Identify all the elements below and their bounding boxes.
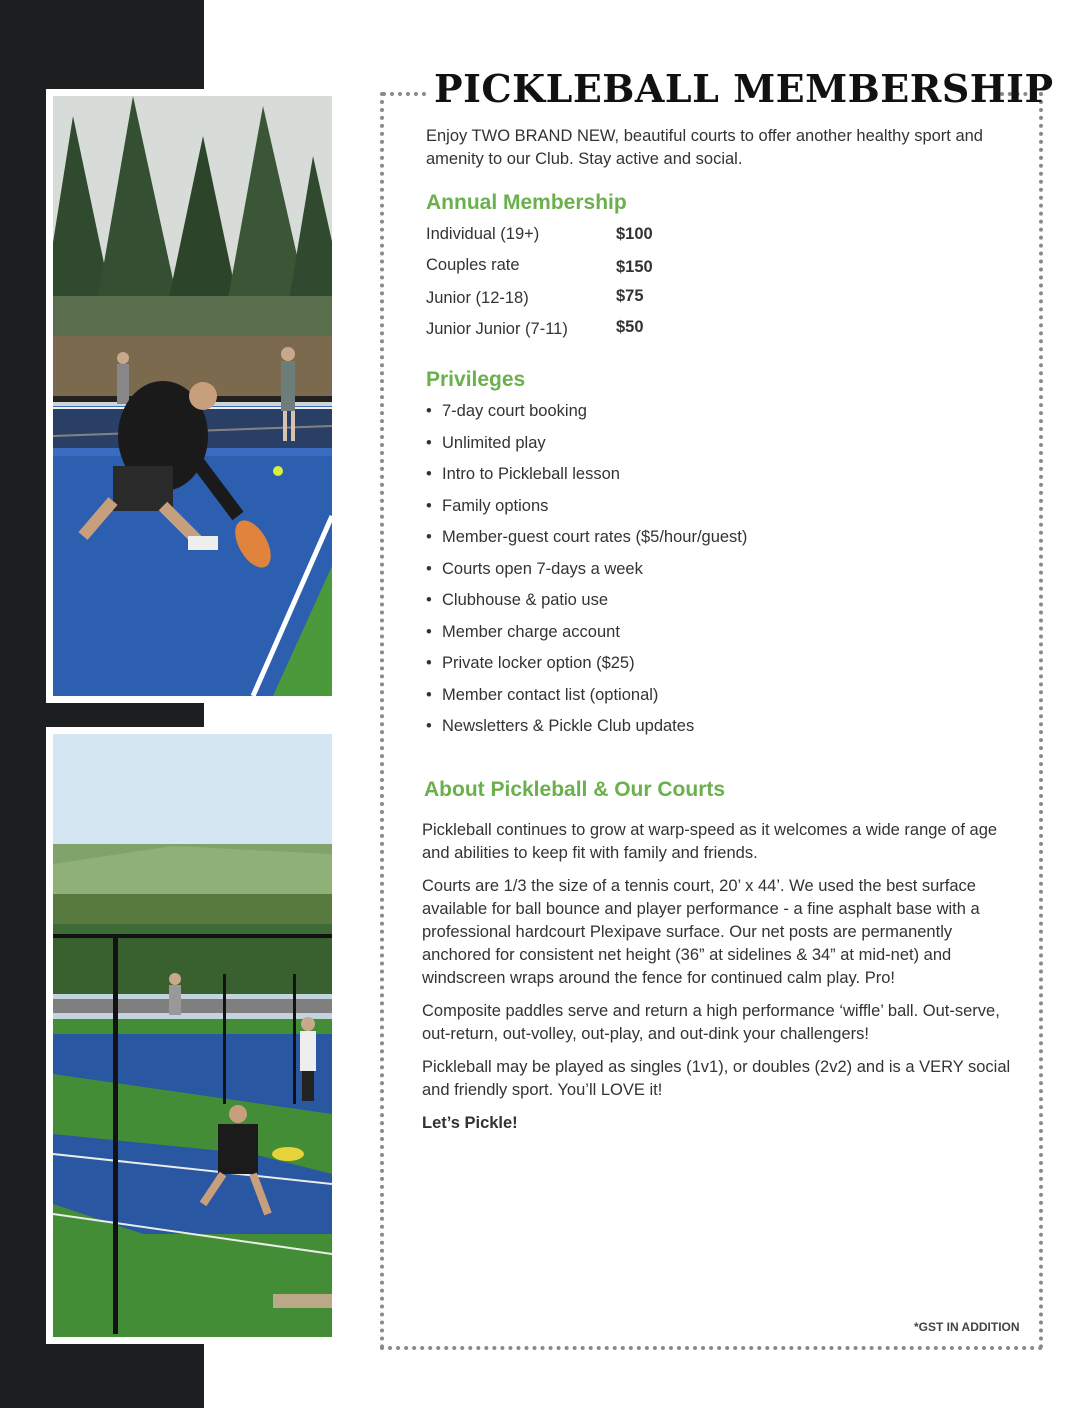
list-item-text: Member charge account xyxy=(442,622,620,641)
list-item xyxy=(426,717,747,749)
list-item-text: Private locker option ($25) xyxy=(442,654,635,672)
list-item-text: Unlimited play xyxy=(442,433,546,452)
photo-player-lunging xyxy=(46,89,339,703)
list-item-text: Clubhouse & patio use xyxy=(442,591,609,609)
about-section xyxy=(422,819,1012,1145)
list-item-text: Member-guest court rates ($5/hour/guest) xyxy=(442,528,748,546)
rate-label: Individual (19+) xyxy=(426,225,540,243)
gst-footnote: *GST IN ADDITION xyxy=(914,1320,1020,1334)
bullet-icon: • xyxy=(426,591,432,609)
closing-line: Let’s Pickle! xyxy=(422,1114,518,1132)
page-title: PICKLEBALL MEMBERSHIP xyxy=(434,66,1054,111)
list-item-text: 7-day court booking xyxy=(442,402,587,420)
annual-membership-heading: Annual Membership xyxy=(426,191,627,214)
rate-label: Junior Junior (7-11) xyxy=(426,320,568,338)
list-item xyxy=(426,560,747,592)
bullet-icon: • xyxy=(426,559,432,578)
list-item xyxy=(426,497,747,529)
about-paragraph: Pickleball may be played as singles (1v1), or doubles (2v2) and is a VERY social and friendly sport. You’ll LOVE it! xyxy=(422,1058,1011,1099)
about-paragraph: Pickleball continues to grow at warp-speed as it welcomes a wide range of age and abilities to keep fit with family and friends. xyxy=(422,821,998,862)
rate-price: $150 xyxy=(616,258,653,276)
list-item xyxy=(426,402,747,434)
bullet-icon: • xyxy=(426,433,432,452)
privileges-list xyxy=(426,402,747,749)
rate-price: $50 xyxy=(616,318,644,336)
rate-price: $100 xyxy=(616,225,653,243)
list-item xyxy=(426,686,747,718)
list-item xyxy=(426,591,747,623)
list-item xyxy=(426,654,747,686)
photo-courts-doubles xyxy=(46,727,339,1344)
list-item xyxy=(426,528,747,560)
frame-top-dots-left xyxy=(382,92,426,96)
list-item-text: Member contact list (optional) xyxy=(442,685,659,704)
list-item-text: Intro to Pickleball lesson xyxy=(442,465,620,483)
bullet-icon: • xyxy=(426,717,432,735)
list-item xyxy=(426,434,747,466)
bullet-icon: • xyxy=(426,402,432,420)
list-item-text: Newsletters & Pickle Club updates xyxy=(442,717,695,735)
rate-label: Junior (12-18) xyxy=(426,289,529,307)
bullet-icon: • xyxy=(426,465,432,483)
rate-price: $75 xyxy=(616,287,644,305)
rate-label: Couples rate xyxy=(426,256,520,274)
bullet-icon: • xyxy=(426,496,432,515)
bullet-icon: • xyxy=(426,654,432,672)
bullet-icon: • xyxy=(426,528,432,546)
bullet-icon: • xyxy=(426,685,432,704)
about-paragraph: Courts are 1/3 the size of a tennis court, 20’ x 44’. We used the best surface available for ball bounce and player performance - a fine asphalt base with a professional hardcourt Plexipave surface. Our net posts are permanently anchored for consistent net height (36” at sidelines & 34” at mid-net) and windscreen wraps around the fence for continued calm play. Pro! xyxy=(422,877,980,987)
list-item xyxy=(426,465,747,497)
bullet-icon: • xyxy=(426,622,432,641)
about-paragraph: Composite paddles serve and return a high performance ‘wiffle’ ball. Out-serve, out-return, out-volley, out-play, and out-dink your challengers! xyxy=(422,1002,1000,1043)
intro-text: Enjoy TWO BRAND NEW, beautiful courts to offer another healthy sport and amenity to our Club. Stay active and social. xyxy=(426,127,983,168)
list-item xyxy=(426,623,747,655)
about-heading: About Pickleball & Our Courts xyxy=(424,778,726,801)
list-item-text: Courts open 7-days a week xyxy=(442,559,643,578)
list-item-text: Family options xyxy=(442,496,549,515)
privileges-heading: Privileges xyxy=(426,368,526,391)
